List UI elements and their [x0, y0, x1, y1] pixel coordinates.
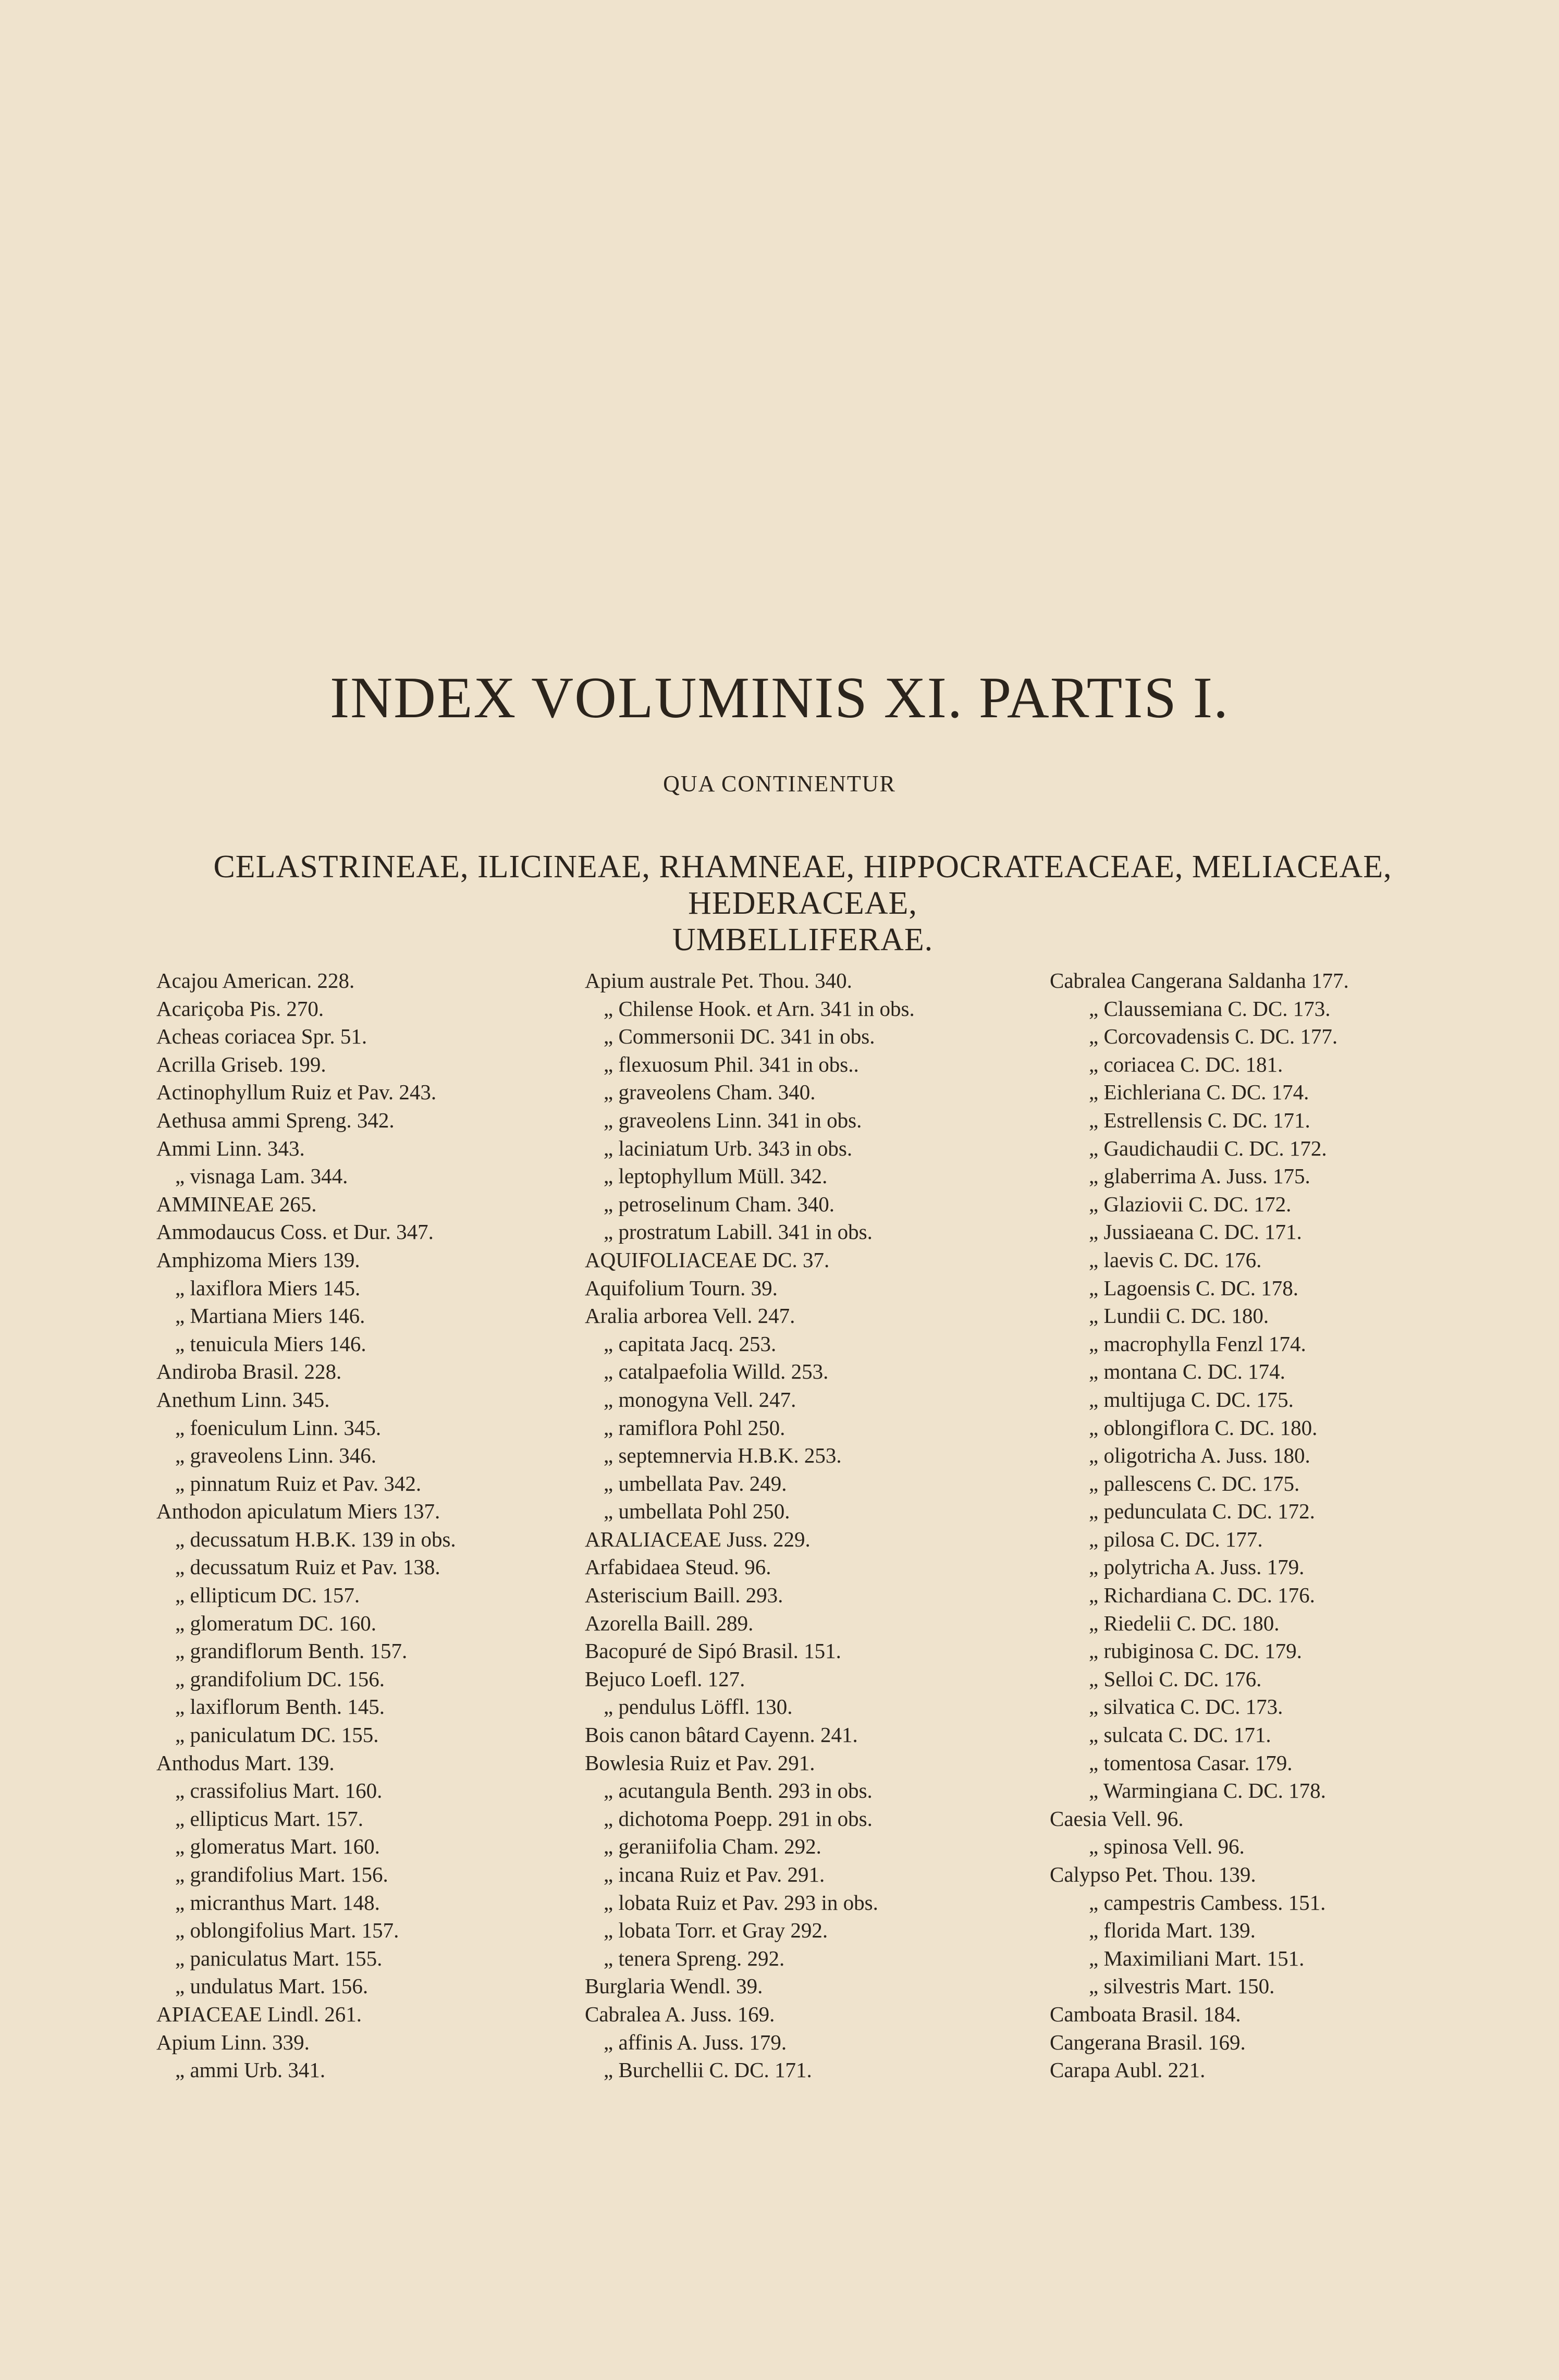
index-entry: Ammi Linn. 343.: [156, 1136, 305, 1160]
index-entry: „ decussatum H.B.K. 139 in obs.: [175, 1527, 456, 1551]
index-entry: „ pallescens C. DC. 175.: [1089, 1471, 1300, 1495]
index-entry: „ decussatum Ruiz et Pav. 138.: [175, 1555, 440, 1579]
index-entry: „ oligotricha A. Juss. 180.: [1089, 1443, 1310, 1468]
index-entry: „ Commersonii DC. 341 in obs.: [604, 1024, 875, 1049]
index-entry: „ florida Mart. 139.: [1089, 1918, 1256, 1943]
index-entry: „ Eichleriana C. DC. 174.: [1089, 1080, 1309, 1105]
index-entry: „ glomeratum DC. 160.: [175, 1611, 377, 1635]
families-heading: [156, 849, 1449, 958]
index-entry: Arfabidaea Steud. 96.: [585, 1555, 771, 1579]
index-entry: Ammodaucus Coss. et Dur. 347.: [156, 1220, 434, 1244]
index-entry: Actinophyllum Ruiz et Pav. 243.: [156, 1080, 437, 1105]
index-entry: „ laxiflorum Benth. 145.: [175, 1695, 385, 1719]
index-entry: „ multijuga C. DC. 175.: [1089, 1387, 1294, 1412]
index-entry: Anthodus Mart. 139.: [156, 1750, 335, 1775]
index-entry: „ micranthus Mart. 148.: [175, 1890, 380, 1915]
index-entry: „ paniculatus Mart. 155.: [175, 1946, 383, 1970]
index-entry: „ Jussiaeana C. DC. 171.: [1089, 1220, 1302, 1244]
index-entry: „ pendulus Löffl. 130.: [604, 1695, 793, 1719]
index-entry: Acariçoba Pis. 270.: [156, 996, 324, 1021]
index-entry: Calypso Pet. Thou. 139.: [1050, 1862, 1256, 1886]
index-entry: „ affinis A. Juss. 179.: [604, 2030, 787, 2054]
families-line-2: UMBELLIFERAE.: [672, 922, 934, 958]
index-entry: Anthodon apiculatum Miers 137.: [156, 1499, 440, 1524]
index-entry: „ septemnervia H.B.K. 253.: [604, 1443, 842, 1468]
index-entry: Acrilla Griseb. 199.: [156, 1052, 326, 1076]
index-entry: „ rubiginosa C. DC. 179.: [1089, 1639, 1302, 1663]
index-entry: „ Corcovadensis C. DC. 177.: [1089, 1024, 1338, 1049]
index-entry: „ Estrellensis C. DC. 171.: [1089, 1108, 1310, 1132]
index-entry: „ graveolens Cham. 340.: [604, 1080, 816, 1105]
index-entry: „ glaberrima A. Juss. 175.: [1089, 1164, 1310, 1188]
index-entry: „ Maximiliani Mart. 151.: [1089, 1946, 1305, 1970]
index-entry: Apium Linn. 339.: [156, 2030, 310, 2054]
index-entry: „ grandiflorum Benth. 157.: [175, 1639, 408, 1663]
index-entry: Bois canon bâtard Cayenn. 241.: [585, 1723, 858, 1747]
index-entry: „ oblongifolius Mart. 157.: [175, 1918, 399, 1943]
index-entry: Acheas coriacea Spr. 51.: [156, 1024, 367, 1049]
index-entry: „ pedunculata C. DC. 172.: [1089, 1499, 1315, 1524]
index-entry: „ Gaudichaudii C. DC. 172.: [1089, 1136, 1327, 1160]
index-entry: AQUIFOLIACEAE DC. 37.: [585, 1247, 830, 1272]
index-entry: Cangerana Brasil. 169.: [1050, 2030, 1246, 2054]
index-entry: „ pilosa C. DC. 177.: [1089, 1527, 1263, 1551]
index-entry: Apium australe Pet. Thou. 340.: [585, 968, 852, 992]
index-entry: „ flexuosum Phil. 341 in obs..: [604, 1052, 859, 1076]
index-entry: „ grandifolium DC. 156.: [175, 1666, 385, 1691]
index-entry: Asteriscium Baill. 293.: [585, 1583, 783, 1608]
index-entry: Cabralea Cangerana Saldanha 177.: [1050, 968, 1349, 992]
index-entry: „ Lagoensis C. DC. 178.: [1089, 1275, 1298, 1300]
index-entry: „ Martiana Miers 146.: [175, 1304, 365, 1328]
index-entry: Amphizoma Miers 139.: [156, 1247, 360, 1272]
index-entry: „ Claussemiana C. DC. 173.: [1089, 996, 1331, 1021]
index-entry: Carapa Aubl. 221.: [1050, 2058, 1206, 2082]
index-entry: Aralia arborea Vell. 247.: [585, 1304, 795, 1328]
index-entry: „ geraniifolia Cham. 292.: [604, 1834, 821, 1859]
index-entry: „ Selloi C. DC. 176.: [1089, 1666, 1262, 1691]
index-entry: „ montana C. DC. 174.: [1089, 1359, 1285, 1384]
page-title: INDEX VOLUMINIS XI. PARTIS I.: [329, 666, 1230, 730]
index-entry: „ visnaga Lam. 344.: [175, 1164, 348, 1188]
index-entry: Bowlesia Ruiz et Pav. 291.: [585, 1750, 815, 1775]
subtitle: QUA CONTINENTUR: [663, 771, 896, 796]
index-entry: „ glomeratus Mart. 160.: [175, 1834, 380, 1859]
index-entry: „ Riedelii C. DC. 180.: [1089, 1611, 1280, 1635]
index-entry: „ leptophyllum Müll. 342.: [604, 1164, 828, 1188]
index-entry: „ capitata Jacq. 253.: [604, 1331, 777, 1356]
index-entry: ARALIACEAE Juss. 229.: [585, 1527, 811, 1551]
index-entry: „ paniculatum DC. 155.: [175, 1723, 379, 1747]
index-entry: „ crassifolius Mart. 160.: [175, 1778, 383, 1803]
index-entry: „ ramiflora Pohl 250.: [604, 1415, 785, 1440]
index-entry: „ umbellata Pohl 250.: [604, 1499, 790, 1524]
index-entry: Camboata Brasil. 184.: [1050, 2002, 1241, 2026]
index-entry: APIACEAE Lindl. 261.: [156, 2002, 362, 2026]
index-entry: „ catalpaefolia Willd. 253.: [604, 1359, 829, 1384]
index-entry: „ monogyna Vell. 247.: [604, 1387, 796, 1412]
index-entry: „ grandifolius Mart. 156.: [175, 1862, 388, 1886]
index-entry: „ laxiflora Miers 145.: [175, 1275, 361, 1300]
index-entry: Anethum Linn. 345.: [156, 1387, 330, 1412]
index-entry: „ umbellata Pav. 249.: [604, 1471, 787, 1495]
index-entry: „ polytricha A. Juss. 179.: [1089, 1555, 1305, 1579]
index-entry: „ dichotoma Poepp. 291 in obs.: [604, 1806, 873, 1831]
index-entry: „ campestris Cambess. 151.: [1089, 1890, 1326, 1915]
index-entry: „ sulcata C. DC. 171.: [1089, 1723, 1271, 1747]
index-entry: „ pinnatum Ruiz et Pav. 342.: [175, 1471, 422, 1495]
index-entry: „ Lundii C. DC. 180.: [1089, 1304, 1269, 1328]
index-entry: „ ellipticum DC. 157.: [175, 1583, 360, 1608]
index-column-2: [585, 967, 1017, 2084]
index-entry: „ laciniatum Urb. 343 in obs.: [604, 1136, 853, 1160]
index-entry: „ graveolens Linn. 341 in obs.: [604, 1108, 862, 1132]
index-entry: „ spinosa Vell. 96.: [1089, 1834, 1245, 1859]
index-entry: „ lobata Ruiz et Pav. 293 in obs.: [604, 1890, 878, 1915]
index-entry: „ lobata Torr. et Gray 292.: [604, 1918, 828, 1943]
index-entry: AMMINEAE 265.: [156, 1192, 317, 1216]
index-entry: „ coriacea C. DC. 181.: [1089, 1052, 1283, 1076]
index-entry: Bejuco Loefl. 127.: [585, 1666, 745, 1691]
index-entry: „ tenuicula Miers 146.: [175, 1331, 366, 1356]
index-entry: Acajou American. 228.: [156, 968, 355, 992]
index-entry: „ silvestris Mart. 150.: [1089, 1974, 1275, 1998]
index-entry: „ graveolens Linn. 346.: [175, 1443, 376, 1468]
index-entry: „ undulatus Mart. 156.: [175, 1974, 369, 1998]
index-entry: „ tenera Spreng. 292.: [604, 1946, 785, 1970]
index-entry: Andiroba Brasil. 228.: [156, 1359, 342, 1384]
index-column-3: [1050, 967, 1467, 2084]
index-entry: Azorella Baill. 289.: [585, 1611, 754, 1635]
index-entry: „ foeniculum Linn. 345.: [175, 1415, 382, 1440]
index-entry: „ petroselinum Cham. 340.: [604, 1192, 834, 1216]
index-entry: „ tomentosa Casar. 179.: [1089, 1750, 1293, 1775]
index-entry: „ incana Ruiz et Pav. 291.: [604, 1862, 825, 1886]
index-entry: „ Glaziovii C. DC. 172.: [1089, 1192, 1292, 1216]
index-entry: „ silvatica C. DC. 173.: [1089, 1695, 1283, 1719]
index-entry: „ macrophylla Fenzl 174.: [1089, 1331, 1306, 1356]
families-line-1: CELASTRINEAE, ILICINEAE, RHAMNEAE, HIPPOCRATEACEAE, MELIACEAE, HEDERACEAE,: [213, 849, 1392, 921]
index-entry: „ oblongiflora C. DC. 180.: [1089, 1415, 1318, 1440]
index-column-1: [156, 967, 573, 2084]
index-entry: Aethusa ammi Spreng. 342.: [156, 1108, 395, 1132]
index-entry: „ Chilense Hook. et Arn. 341 in obs.: [604, 996, 915, 1021]
index-entry: Burglaria Wendl. 39.: [585, 1974, 763, 1998]
index-entry: „ Richardiana C. DC. 176.: [1089, 1583, 1315, 1608]
index-entry: „ acutangula Benth. 293 in obs.: [604, 1778, 873, 1803]
index-entry: Cabralea A. Juss. 169.: [585, 2002, 775, 2026]
index-entry: „ ammi Urb. 341.: [175, 2058, 326, 2082]
index-entry: Caesia Vell. 96.: [1050, 1806, 1184, 1831]
index-entry: „ laevis C. DC. 176.: [1089, 1247, 1262, 1272]
index-entry: „ ellipticus Mart. 157.: [175, 1806, 363, 1831]
index-entry: „ prostratum Labill. 341 in obs.: [604, 1220, 873, 1244]
index-entry: „ Burchellii C. DC. 171.: [604, 2058, 812, 2082]
index-entry: Aquifolium Tourn. 39.: [585, 1275, 778, 1300]
index-entry: „ Warmingiana C. DC. 178.: [1089, 1778, 1326, 1803]
index-entry: Bacopuré de Sipó Brasil. 151.: [585, 1639, 841, 1663]
